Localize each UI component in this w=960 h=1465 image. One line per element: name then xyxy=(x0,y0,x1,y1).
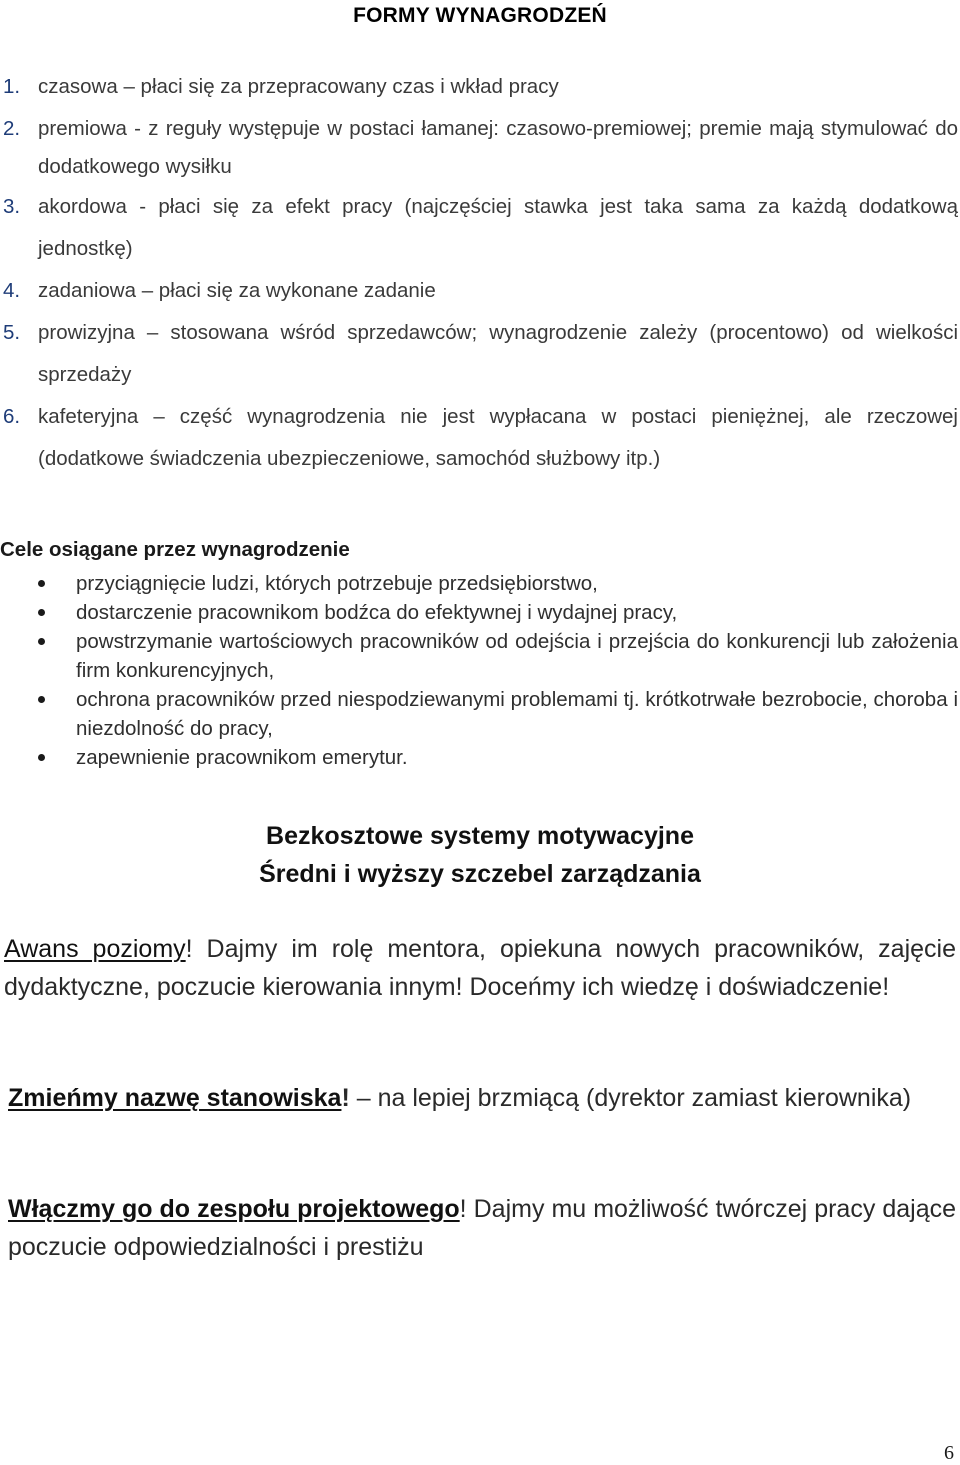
paragraph-lead-end: ! xyxy=(341,1084,350,1112)
page-number: 6 xyxy=(944,1442,954,1464)
list-item-text: kafeteryjna – część wynagrodzenia nie jest wypłacana w postaci pieniężnej, ale rzeczowej (dodatkowe świadczenia ubezpieczeniowe, samochód służbowy itp.) xyxy=(38,405,958,470)
wage-forms-list xyxy=(0,66,958,480)
list-item-text: premiowa - z reguły występuje w postaci łamanej: czasowo-premiowej; premie mają stymulować do dodatkowego wysiłku xyxy=(38,117,958,178)
page-title: FORMY WYNAGRODZEŃ xyxy=(353,4,607,27)
list-item-number: 2. xyxy=(3,117,21,140)
paragraph-lead: Zmieńmy nazwę stanowiska xyxy=(8,1084,342,1112)
list-item xyxy=(0,396,958,480)
bullet-icon xyxy=(38,696,45,703)
list-item xyxy=(0,569,958,598)
list-item-text: dostarczenie pracownikom bodźca do efektywnej i wydajnej pracy, xyxy=(76,601,678,624)
list-item-number: 3. xyxy=(3,195,21,218)
list-item xyxy=(0,685,958,743)
list-item-text: powstrzymanie wartościowych pracowników od odejścia i przejścia do konkurencji lub założenia firm konkurencyjnych, xyxy=(76,630,958,682)
paragraph-lead: Włączmy go do zespołu projektowego xyxy=(8,1195,460,1223)
list-item-text: ochrona pracowników przed niespodziewanymi problemami tj. krótkotrwałe bezrobocie, choroba i niezdolność do pracy, xyxy=(76,688,958,740)
paragraph-lead: Awans poziomy xyxy=(4,935,186,963)
list-item-text: zadaniowa – płaci się za wykonane zadanie xyxy=(38,279,436,302)
list-item xyxy=(0,110,958,186)
list-item-text: akordowa - płaci się za efekt pracy (najczęściej stawka jest taka sama za każdą dodatkową jednostkę) xyxy=(38,195,958,260)
list-item xyxy=(0,270,958,312)
paragraph-lead-end: ! xyxy=(459,1195,467,1223)
list-item-text: przyciągnięcie ludzi, których potrzebuje przedsiębiorstwo, xyxy=(76,572,598,595)
bullet-icon xyxy=(38,638,45,645)
list-item-text: zapewnienie pracownikom emerytur. xyxy=(76,746,408,769)
list-item-number: 4. xyxy=(3,279,21,302)
list-item xyxy=(0,186,958,270)
bullet-icon xyxy=(38,580,45,587)
list-item xyxy=(0,312,958,396)
paragraph-rename-position xyxy=(8,1079,956,1117)
paragraph-lead-end: ! xyxy=(185,935,193,963)
list-item-number: 1. xyxy=(3,75,21,98)
goals-list xyxy=(0,569,958,772)
list-item-text: prowizyjna – stosowana wśród sprzedawców; wynagrodzenie zależy (procentowo) od wielkości sprzedaży xyxy=(38,321,958,386)
list-item-number: 5. xyxy=(3,321,21,344)
list-item xyxy=(0,743,958,772)
list-item xyxy=(0,598,958,627)
section-subheading: Średni i wyższy szczebel zarządzania xyxy=(259,860,701,888)
paragraph-text: Dajmy mu możliwość twórczej pracy dające poczucie odpowiedzialności i prestiżu xyxy=(8,1195,956,1261)
list-item-number: 6. xyxy=(3,405,21,428)
section-heading: Bezkosztowe systemy motywacyjne xyxy=(266,822,694,850)
bullet-icon xyxy=(38,609,45,616)
paragraph-horizontal-promotion xyxy=(4,930,956,1006)
list-item-text: czasowa – płaci się za przepracowany czas i wkład pracy xyxy=(38,75,559,98)
paragraph-project-team xyxy=(8,1190,956,1266)
paragraph-text: Dajmy im rolę mentora, opiekuna nowych pracowników, zajęcie dydaktyczne, poczucie kierowania innym! Doceńmy ich wiedzę i doświadczenie! xyxy=(4,935,956,1001)
bullet-icon xyxy=(38,754,45,761)
paragraph-text: – na lepiej brzmiącą (dyrektor zamiast kierownika) xyxy=(349,1084,912,1112)
list-item xyxy=(0,66,958,108)
list-item xyxy=(0,627,958,685)
goals-heading: Cele osiągane przez wynagrodzenie xyxy=(0,538,350,561)
